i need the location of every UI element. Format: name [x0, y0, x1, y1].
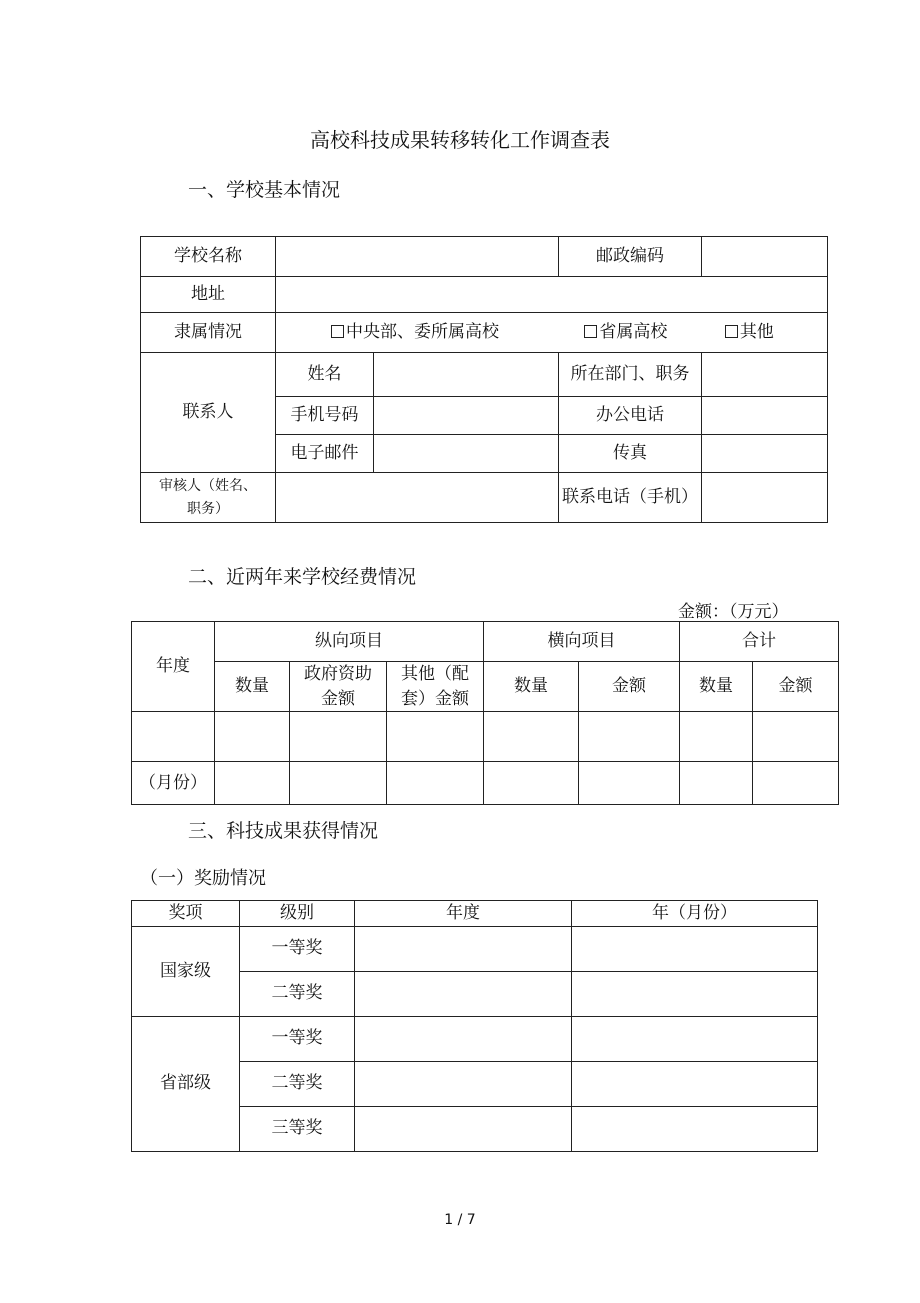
- table-cell[interactable]: [355, 926, 572, 971]
- prize-label: 三等奖: [240, 1106, 355, 1151]
- office-phone-field[interactable]: [702, 397, 828, 435]
- table-cell[interactable]: [572, 1061, 818, 1106]
- total-header: 合计: [680, 622, 839, 662]
- prize-label: 一等奖: [240, 1016, 355, 1061]
- checkbox-icon[interactable]: [331, 325, 344, 338]
- affiliation-option-provincial[interactable]: 省属高校: [584, 320, 667, 345]
- school-name-label: 学校名称: [141, 237, 276, 277]
- year-header: 年度: [132, 622, 215, 712]
- table-cell[interactable]: [572, 1106, 818, 1151]
- table-cell[interactable]: [680, 762, 753, 805]
- table-row: [132, 712, 839, 762]
- table-cell[interactable]: [355, 1106, 572, 1151]
- table-cell[interactable]: [579, 712, 680, 762]
- checkbox-icon[interactable]: [725, 325, 738, 338]
- postal-code-label: 邮政编码: [559, 237, 702, 277]
- page-title: 高校科技成果转移转化工作调查表: [310, 128, 610, 152]
- table-cell[interactable]: [484, 762, 579, 805]
- address-label: 地址: [141, 277, 276, 313]
- checkbox-icon[interactable]: [584, 325, 597, 338]
- reviewer-label: 审核人（姓名、 职务）: [141, 473, 276, 523]
- horizontal-count-header: 数量: [484, 662, 579, 712]
- affiliation-label: 隶属情况: [141, 313, 276, 353]
- table-cell[interactable]: [215, 712, 290, 762]
- table-cell[interactable]: [355, 971, 572, 1016]
- award-col-header: 奖项: [132, 901, 240, 927]
- table-cell[interactable]: [572, 971, 818, 1016]
- affiliation-option-central[interactable]: 中央部、委所属高校: [331, 320, 499, 345]
- awards-table: [131, 900, 818, 1152]
- contact-phone-field[interactable]: [702, 473, 828, 523]
- mobile-field[interactable]: [374, 397, 559, 435]
- contact-phone-label: 联系电话（手机）: [559, 473, 702, 523]
- table-cell[interactable]: [387, 712, 484, 762]
- table-cell[interactable]: [355, 1061, 572, 1106]
- subsection-heading-awards: （一）奖励情况: [140, 868, 266, 889]
- table-cell[interactable]: [484, 712, 579, 762]
- provincial-level-label: 省部级: [132, 1016, 240, 1151]
- mobile-label: 手机号码: [276, 397, 374, 435]
- name-field[interactable]: [374, 353, 559, 397]
- table-cell[interactable]: [290, 712, 387, 762]
- table-row: [132, 926, 818, 971]
- vertical-projects-header: 纵向项目: [215, 622, 484, 662]
- affiliation-option-other[interactable]: 其他: [725, 320, 774, 345]
- dept-title-field[interactable]: [702, 353, 828, 397]
- total-amount-header: 金额: [753, 662, 839, 712]
- page-number: 1 / 7: [444, 1212, 476, 1228]
- table-row: [132, 1016, 818, 1061]
- email-label: 电子邮件: [276, 435, 374, 473]
- section-heading-basic-info: 一、学校基本情况: [188, 179, 341, 201]
- table-cell[interactable]: [753, 712, 839, 762]
- affiliation-options: [276, 313, 828, 353]
- horizontal-projects-header: 横向项目: [484, 622, 680, 662]
- table-cell[interactable]: [680, 712, 753, 762]
- fax-label: 传真: [559, 435, 702, 473]
- horizontal-amount-header: 金额: [579, 662, 680, 712]
- gov-amount-header: 政府资助 金额: [290, 662, 387, 712]
- fax-field[interactable]: [702, 435, 828, 473]
- level-col-header: 级别: [240, 901, 355, 927]
- other-amount-header: 其他（配 套）金额: [387, 662, 484, 712]
- section-heading-achievements: 三、科技成果获得情况: [188, 820, 379, 842]
- table-cell[interactable]: [753, 762, 839, 805]
- email-field[interactable]: [374, 435, 559, 473]
- table-cell[interactable]: [572, 1016, 818, 1061]
- contact-label: 联系人: [141, 353, 276, 473]
- table-cell[interactable]: [215, 762, 290, 805]
- section-heading-funding: 二、近两年来学校经费情况: [188, 566, 417, 588]
- prize-label: 二等奖: [240, 1061, 355, 1106]
- national-level-label: 国家级: [132, 926, 240, 1016]
- month-col-header: 年（月份）: [572, 901, 818, 927]
- reviewer-field[interactable]: [276, 473, 559, 523]
- school-name-field[interactable]: [276, 237, 559, 277]
- vertical-count-header: 数量: [215, 662, 290, 712]
- table-cell[interactable]: [387, 762, 484, 805]
- prize-label: 二等奖: [240, 971, 355, 1016]
- unit-note: 金额：（万元）: [678, 602, 789, 622]
- name-label: 姓名: [276, 353, 374, 397]
- table-cell[interactable]: [132, 712, 215, 762]
- month-note-cell: （月份）: [132, 762, 215, 805]
- table-cell[interactable]: [572, 926, 818, 971]
- prize-label: 一等奖: [240, 926, 355, 971]
- basic-info-table: [140, 236, 828, 523]
- funding-table: [131, 621, 839, 805]
- table-cell[interactable]: [355, 1016, 572, 1061]
- table-cell[interactable]: [579, 762, 680, 805]
- total-count-header: 数量: [680, 662, 753, 712]
- table-row: [132, 762, 839, 805]
- dept-title-label: 所在部门、职务: [559, 353, 702, 397]
- year-col-header: 年度: [355, 901, 572, 927]
- office-phone-label: 办公电话: [559, 397, 702, 435]
- address-field[interactable]: [276, 277, 828, 313]
- table-cell[interactable]: [290, 762, 387, 805]
- postal-code-field[interactable]: [702, 237, 828, 277]
